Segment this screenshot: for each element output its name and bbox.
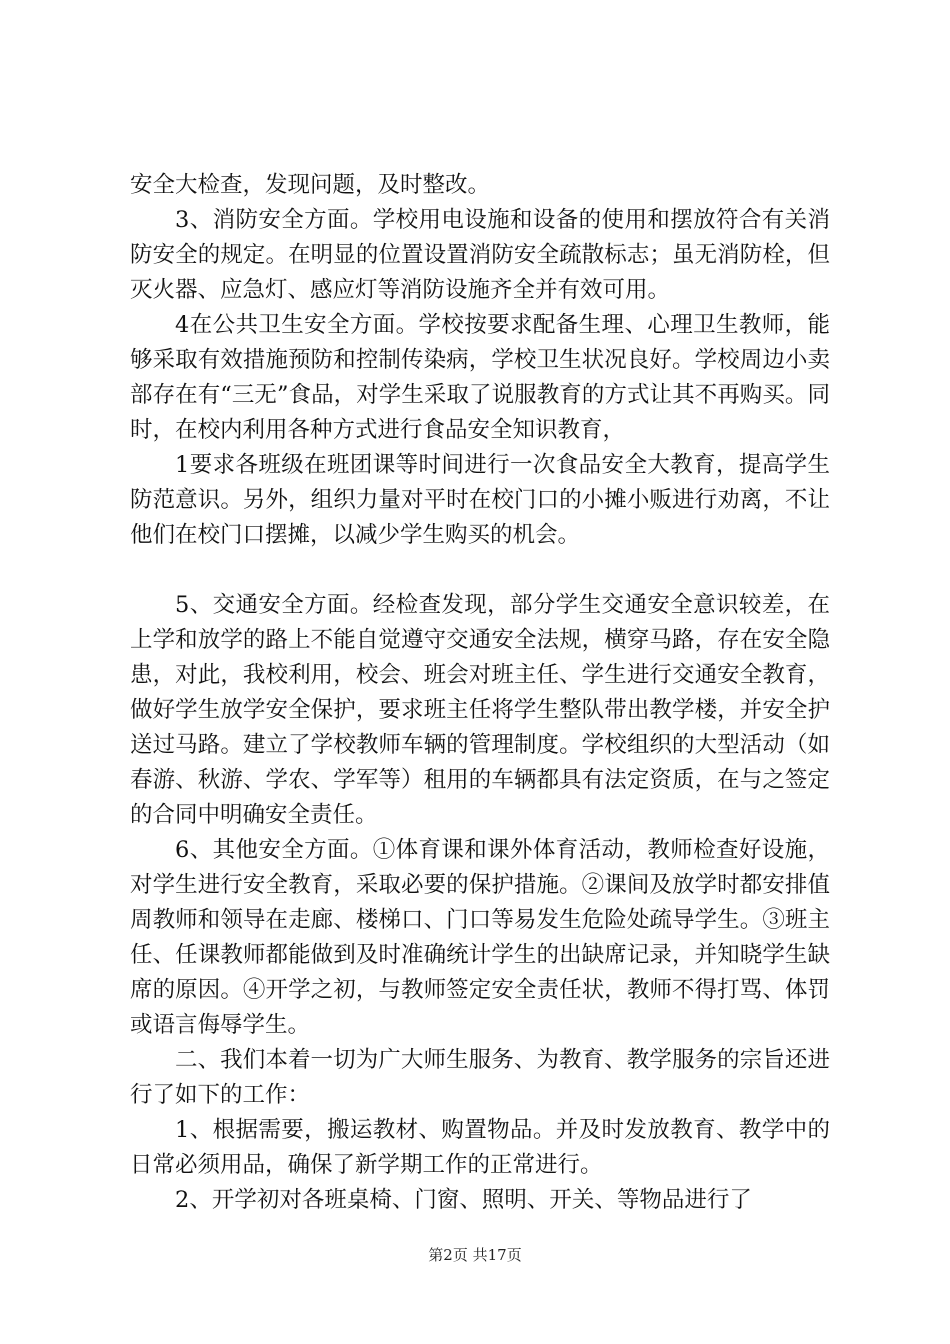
page-footer: 第2页 共17页 — [428, 1246, 522, 1264]
paragraph-public-health: 4在公共卫生安全方面。学校按要求配备生理、心理卫生教师，能够采取有效措施预防和控制传染病，学校卫生状况良好。学校周边小卖部存在有“三无”食品，对学生采取了说服教育的方式让其不再购买。同时，在校内利用各种方式进行食品安全知识教育， — [130, 312, 830, 443]
paragraph-section-two: 二、我们本着一切为广大师生服务、为教育、教学服务的宗旨还进行了如下的工作： — [130, 1047, 830, 1108]
paragraph-fire-safety: 3、消防安全方面。学校用电设施和设备的使用和摆放符合有关消防安全的规定。在明显的位置设置消防安全疏散标志；虽无消防栓，但灭火器、应急灯、感应灯等消防设施齐全并有效可用。 — [130, 207, 830, 303]
paragraph-traffic-safety: 5、交通安全方面。经检查发现，部分学生交通安全意识较差，在上学和放学的路上不能自觉遵守交通安全法规，横穿马路，存在安全隐患，对此，我校利用，校会、班会对班主任、学生进行交通安全教育，做好学生放学安全保护，要求班主任将学生整队带出教学楼，并安全护送过马路。建立了学校教师车辆的管理制度。学校组织的大型活动（如春游、秋游、学农、学军等）租用的车辆都具有法定资质，在与之签定的合同中明确安全责任。 — [130, 592, 830, 828]
paragraph-other-safety: 6、其他安全方面。①体育课和课外体育活动，教师检查好设施，对学生进行安全教育，采取必要的保护措施。②课间及放学时都安排值周教师和领导在走廊、楼梯口、门口等易发生危险处疏导学生。③班主任、任课教师都能做到及时准确统计学生的出缺席记录，并知晓学生缺席的原因。④开学之初，与教师签定安全责任状，教师不得打骂、体罚或语言侮辱学生。 — [130, 837, 830, 1038]
blank-line — [130, 553, 830, 588]
paragraph-food-safety: 1要求各班级在班团课等时间进行一次食品安全大教育，提高学生防范意识。另外，组织力量对平时在校门口的小摊小贩进行劝离，不让他们在校门口摆摊，以减少学生购买的机会。 — [130, 452, 830, 548]
paragraph-item-2: 2、开学初对各班桌椅、门窗、照明、开关、等物品进行了 — [175, 1187, 752, 1213]
document-body — [130, 168, 830, 1218]
paragraph-item-1: 1、根据需要，搬运教材、购置物品。并及时发放教育、教学中的日常必须用品，确保了新学期工作的正常进行。 — [130, 1117, 830, 1178]
paragraph-1: 安全大检查，发现问题，及时整改。 — [130, 172, 491, 198]
